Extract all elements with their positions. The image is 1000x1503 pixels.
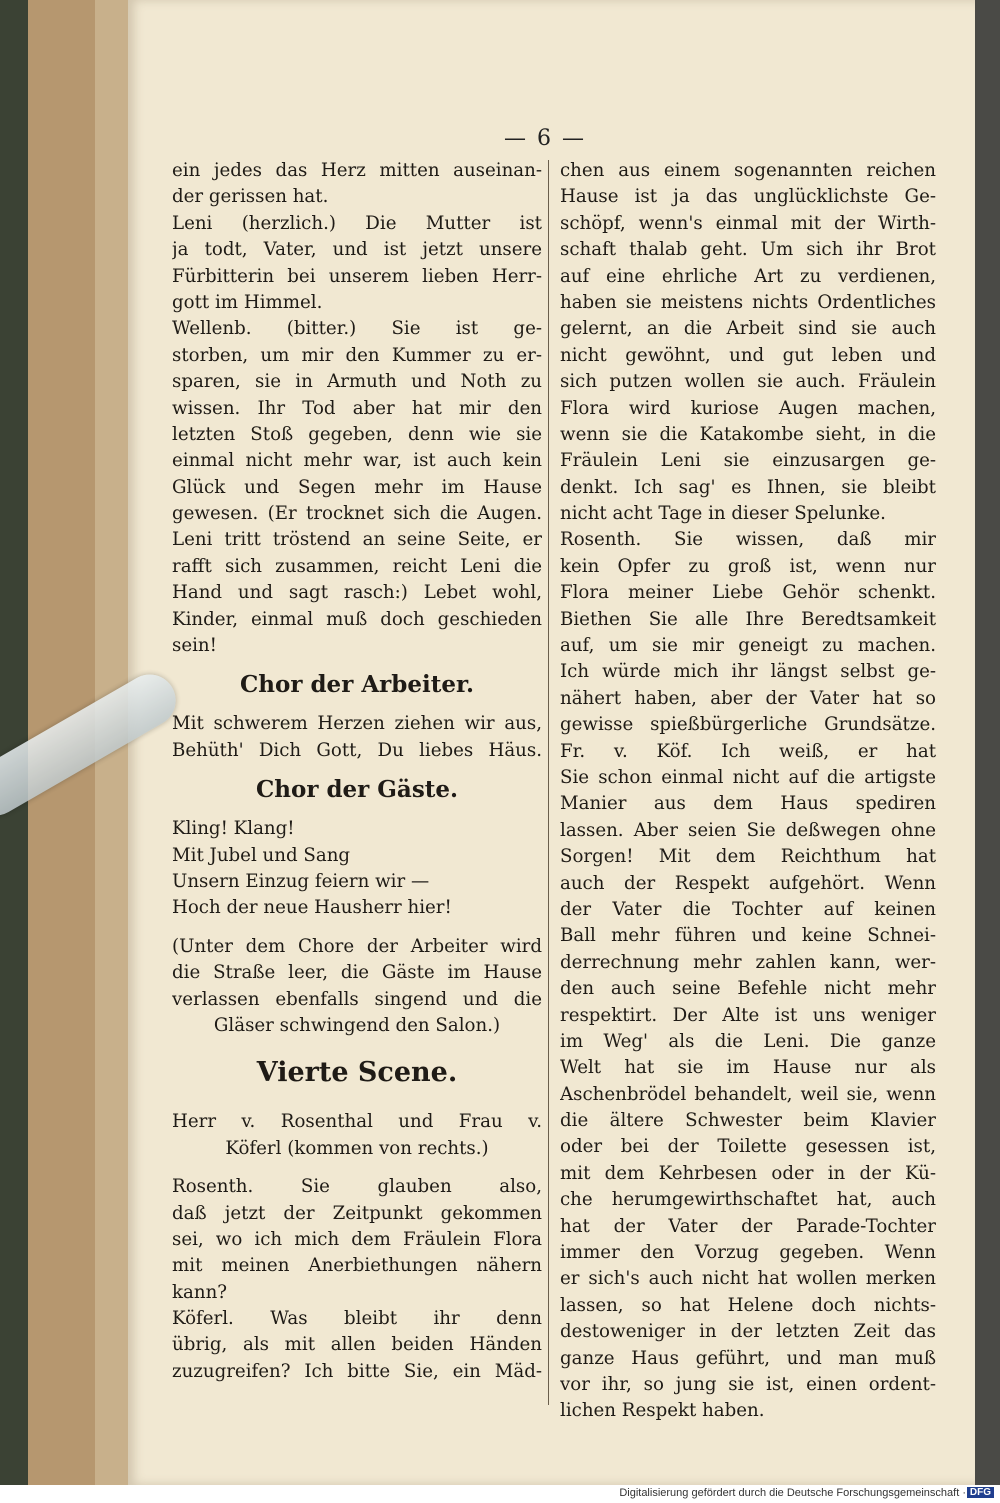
scene-intro-line: Köferl (kommen von rechts.) (225, 1137, 489, 1159)
text-line: nicht gewöhnt, und gut leben und (560, 344, 936, 366)
text-line: denkt. Ich sag' es Ihnen, sie bleibt (560, 476, 936, 498)
text-line: gewesen. (Er trocknet sich die Augen. (172, 503, 542, 525)
text-line: Sie schon einmal nicht auf die artigste (560, 766, 936, 788)
text-line: Rosenth. Sie wissen, daß mir (560, 529, 936, 551)
text-line: Fr. v. Köf. Ich weiß, er hat (560, 740, 936, 762)
text-line: lassen. Aber seien Sie deßwegen ohne (560, 819, 936, 841)
text-line: lassen, so hat Helene doch nichts- (560, 1294, 936, 1316)
text-line: Leni tritt tröstend an seine Seite, er (172, 529, 542, 551)
text-line: sich putzen wollen sie auch. Fräulein (560, 371, 936, 393)
text-line: derrechnung mehr zahlen kann, wer- (560, 951, 936, 973)
text-line: einmal nicht mehr war, ist auch kein (172, 450, 542, 472)
text-line: Leni (herzlich.) Die Mutter ist (172, 212, 542, 234)
text-line: oder bei der Toilette gesessen ist, (560, 1136, 936, 1158)
text-line: übrig, als mit allen beiden Händen (172, 1334, 542, 1356)
text-line: Biethen Sie alle Ihre Beredtsamkeit (560, 608, 936, 630)
spacer (172, 922, 542, 934)
text-line: mit meinen Anerbiethungen nähern (172, 1255, 542, 1277)
text-line: Wellenb. (bitter.) Sie ist ge- (172, 318, 542, 340)
text-line: respektirt. Der Alte ist uns weniger (560, 1004, 936, 1026)
text-line: ja todt, Vater, und ist jetzt unsere (172, 239, 542, 261)
text-line: schaft thalab geht. Um sich ihr Brot (560, 239, 936, 261)
stage-direction-line: die Straße leer, die Gäste im Hause (172, 962, 542, 984)
stage-direction-line: (Unter dem Chore der Arbeiter wird (172, 935, 542, 957)
text-line: kein Opfer zu groß ist, wenn nur (560, 555, 936, 577)
scene-intro-line: Herr v. Rosenthal und Frau v. (172, 1111, 542, 1133)
text-line: der gerissen hat. (172, 186, 329, 208)
verse-line: Hoch der neue Hausherr hier! (172, 897, 452, 919)
left-column (172, 158, 542, 1385)
column-divider (548, 160, 549, 1405)
text-line: che herumgewirthschaftet hat, auch (560, 1189, 936, 1211)
text-line: Ball mehr führen und keine Schnei- (560, 925, 936, 947)
text-line: sparen, sie in Armuth und Noth zu (172, 371, 542, 393)
text-line: Aschenbrödel behandelt, weil sie, wenn (560, 1083, 936, 1105)
text-line: gewisse spießbürgerliche Grundsätze. (560, 714, 936, 736)
text-line: Hand und sagt rasch:) Lebet wohl, (172, 582, 542, 604)
spacer (172, 1162, 542, 1174)
text-line: schöpf, wenn's einmal mit der Wirth- (560, 212, 936, 234)
text-line: Fräulein Leni sie einzusargen ge- (560, 450, 936, 472)
text-line: letzten Stoß gegeben, denn wie sie (172, 423, 542, 445)
page-number: — 6 — (504, 126, 586, 151)
footer-credit: Digitalisierung gefördert durch die Deutsche Forschungsgemeinschaft · (619, 1487, 966, 1499)
text-line: im Weg' als die Leni. Die ganze (560, 1030, 936, 1052)
text-line: vor ihr, so jung sie ist, einen ordent- (560, 1373, 936, 1395)
text-line: daß jetzt der Zeitpunkt gekommen (172, 1202, 542, 1224)
text-line: Manier aus dem Haus spediren (560, 793, 936, 815)
text-line: mit dem Kehrbesen oder in der Kü- (560, 1162, 936, 1184)
text-line: kann? (172, 1281, 228, 1303)
verse-line: Kling! Klang! (172, 818, 295, 840)
text-line: hat der Vater der Parade-Tochter (560, 1215, 936, 1237)
text-line: Köferl. Was bleibt ihr denn (172, 1308, 542, 1330)
text-line: zuzugreifen? Ich bitte Sie, ein Mäd- (172, 1360, 542, 1382)
text-line: Welt hat sie im Hause nur als (560, 1057, 936, 1079)
text-line: Flora meiner Liebe Gehör schenkt. (560, 582, 936, 604)
text-line: haben sie meistens nichts Ordentliches (560, 291, 936, 313)
text-line: sei, wo ich mich dem Fräulein Flora (172, 1228, 542, 1250)
verse-line: Mit Jubel und Sang (172, 844, 351, 866)
text-line: storben, um mir den Kummer zu er- (172, 344, 542, 366)
text-line: Rosenth. Sie glauben also, (172, 1176, 542, 1198)
chorus-heading-workers: Chor der Arbeiter. (239, 671, 475, 699)
text-line: lichen Respekt haben. (560, 1400, 765, 1422)
stage-direction-line: verlassen ebenfalls singend und die (172, 988, 542, 1010)
text-line: chen aus einem sogenannten reichen (560, 160, 936, 181)
text-line: nähert haben, aber der Vater hat so (560, 687, 936, 709)
text-line: Kinder, einmal muß doch geschieden (172, 608, 542, 630)
text-line: Sorgen! Mit dem Reichthum hat (560, 846, 936, 868)
text-line: den auch seine Befehle nicht mehr (560, 978, 936, 1000)
text-line: ein jedes das Herz mitten auseinan- (172, 160, 542, 181)
text-line: Hause ist ja das unglücklichste Ge- (560, 186, 936, 208)
right-shadow (975, 0, 1000, 1485)
text-line: der Vater die Tochter auf keinen (560, 898, 936, 920)
dfg-logo: DFG (967, 1487, 994, 1498)
text-line: wenn sie die Katakombe sieht, in die (560, 423, 936, 445)
text-line: sein! (172, 635, 217, 657)
text-line: Fürbitterin bei unserem lieben Herr- (172, 265, 542, 287)
text-line: Ich würde mich ihr längst selbst ge- (560, 661, 936, 683)
text-line: auf eine ehrliche Art zu verdienen, (560, 265, 936, 287)
text-line: Glück und Segen mehr im Hause (172, 476, 542, 498)
chorus-heading-guests: Chor der Gäste. (255, 776, 459, 804)
text-line: gott im Himmel. (172, 291, 323, 313)
text-line: gelernt, an die Arbeit sind sie auch (560, 318, 936, 340)
text-line: auf, um sie mir geneigt zu machen. (560, 635, 936, 657)
scene-heading: Vierte Scene. (256, 1057, 458, 1089)
text-line: er sich's auch nicht hat wollen merken (560, 1268, 936, 1290)
verse-line: Unsern Einzug feiern wir — (172, 870, 430, 892)
text-line: auch der Respekt aufgehört. Wenn (560, 872, 936, 894)
verse-line: Mit schwerem Herzen ziehen wir aus, (172, 713, 542, 735)
text-line: nicht acht Tage in dieser Spelunke. (560, 503, 886, 525)
text-line: destoweniger in der letzten Zeit das (560, 1321, 936, 1343)
text-line: wissen. Ihr Tod aber hat mir den (172, 397, 542, 419)
stage-direction-line: Gläser schwingend den Salon.) (213, 1014, 501, 1036)
text-line: rafft sich zusammen, reicht Leni die (172, 555, 542, 577)
text-line: immer den Vorzug gegeben. Wenn (560, 1242, 936, 1264)
right-column (560, 158, 936, 1425)
verse-line: Behüth' Dich Gott, Du liebes Häus. (172, 739, 542, 761)
text-line: Flora wird kuriose Augen machen, (560, 397, 936, 419)
text-line: ganze Haus geführt, und man muß (560, 1347, 936, 1369)
text-line: die ältere Schwester beim Klavier (560, 1110, 936, 1132)
